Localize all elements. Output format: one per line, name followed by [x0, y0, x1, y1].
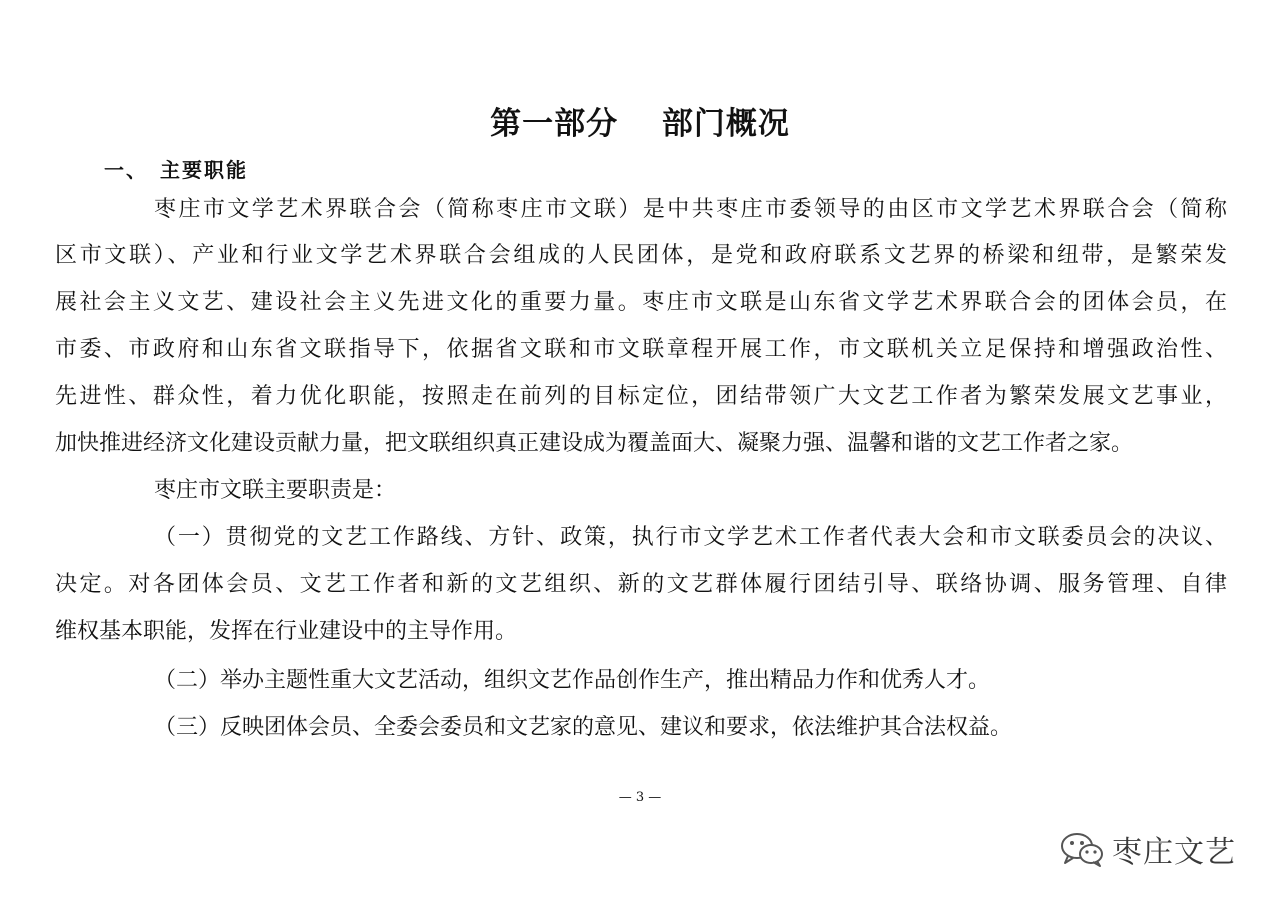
paragraph-line: 加快推进经济文化建设贡献力量，把文联组织真正建设成为覆盖面大、凝聚力强、温馨和谐的文艺工作者之家。 [55, 431, 1134, 456]
paragraph-line: 先进性、群众性，着力优化职能，按照走在前列的目标定位，团结带领广大文艺工作者为繁荣发展文艺事业， [55, 384, 1227, 409]
paragraph-line: 枣庄市文联主要职责是： [154, 478, 397, 503]
section-title: 主要职能 [160, 158, 248, 182]
page-number: — 3 — [618, 790, 662, 805]
list-item-line: 维权基本职能，发挥在行业建设中的主导作用。 [55, 619, 518, 644]
watermark-text: 枣庄文艺 [1112, 835, 1236, 870]
paragraph-line: 枣庄市文学艺术界联合会（简称枣庄市文联）是中共枣庄市委领导的由区市文学艺术界联合会（简称 [154, 197, 1227, 222]
section-number: 一、 [104, 158, 148, 182]
watermark [1058, 826, 1236, 872]
paragraph-line: 区市文联）、产业和行业文学艺术界联合会组成的人民团体，是党和政府联系文艺界的桥梁和纽带，是繁荣发 [55, 243, 1227, 268]
page-title: 第一部分 部门概况 [490, 106, 790, 142]
list-item-line: （二）举办主题性重大文艺活动，组织文艺作品创作生产，推出精品力作和优秀人才。 [154, 668, 991, 693]
list-item-line: （一）贯彻党的文艺工作路线、方针、政策，执行市文学艺术工作者代表大会和市文联委员会的决议、 [154, 525, 1227, 550]
paragraph-line: 市委、市政府和山东省文联指导下，依据省文联和市文联章程开展工作，市文联机关立足保持和增强政治性、 [55, 337, 1227, 362]
list-item-line: 决定。对各团体会员、文艺工作者和新的文艺组织、新的文艺群体履行团结引导、联络协调、服务管理、自律 [55, 572, 1227, 597]
list-item-line: （三）反映团体会员、全委会委员和文艺家的意见、建议和要求，依法维护其合法权益。 [154, 715, 1013, 740]
paragraph-line: 展社会主义文艺、建设社会主义先进文化的重要力量。枣庄市文联是山东省文学艺术界联合会的团体会员，在 [55, 290, 1227, 315]
section-heading [104, 154, 248, 183]
wechat-icon [1058, 829, 1106, 869]
